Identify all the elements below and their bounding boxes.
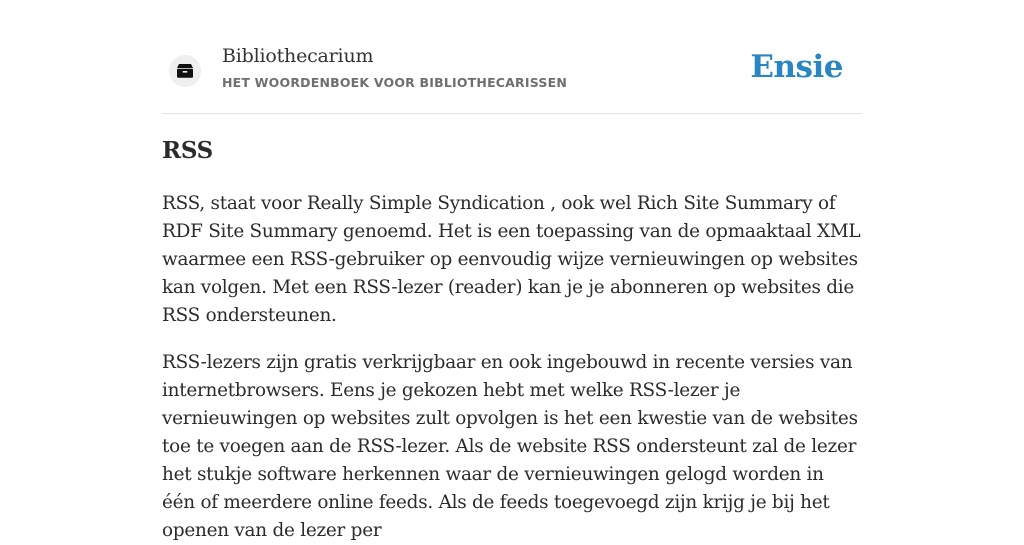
entry-paragraph: RSS-lezers zijn gratis verkrijgbaar en ook ingebouwd in recente versies van internetbrowsers. Eens je gekozen hebt met welke RSS-lezer je vernieuwingen op websites zult opvolgen is het een kwestie van de websites toe te voegen aan de RSS-lezer. Als de website RSS ondersteunt zal de lezer het stukje software herkennen waar de vernieuwingen gelogd worden in één of meerdere online feeds. Als de feeds toegevoegd zijn krijg je bij het openen van de lezer per [162,352,858,541]
ensie-brand-logo[interactable]: Ensie [750,49,843,85]
entry-paragraph: RSS, staat voor Really Simple Syndication , ook wel Rich Site Summary of RDF Site Summary genoemd. Het is een toepassing van de opmaaktaal XML waarmee een RSS-gebruiker op eenvoudig wijze vernieuwingen op websites kan volgen. Met een RSS-lezer (reader) kan je je abonneren op websites die RSS ondersteunen. [162,193,861,326]
box-icon [176,63,194,79]
entry-term: RSS [162,137,213,164]
site-subtitle: HET WOORDENBOEK VOOR BIBLIOTHECARISSEN [222,75,567,90]
page-container [162,0,862,541]
site-title[interactable]: Bibliothecarium [222,45,374,67]
dictionary-logo[interactable] [169,55,201,87]
site-header [162,0,862,114]
